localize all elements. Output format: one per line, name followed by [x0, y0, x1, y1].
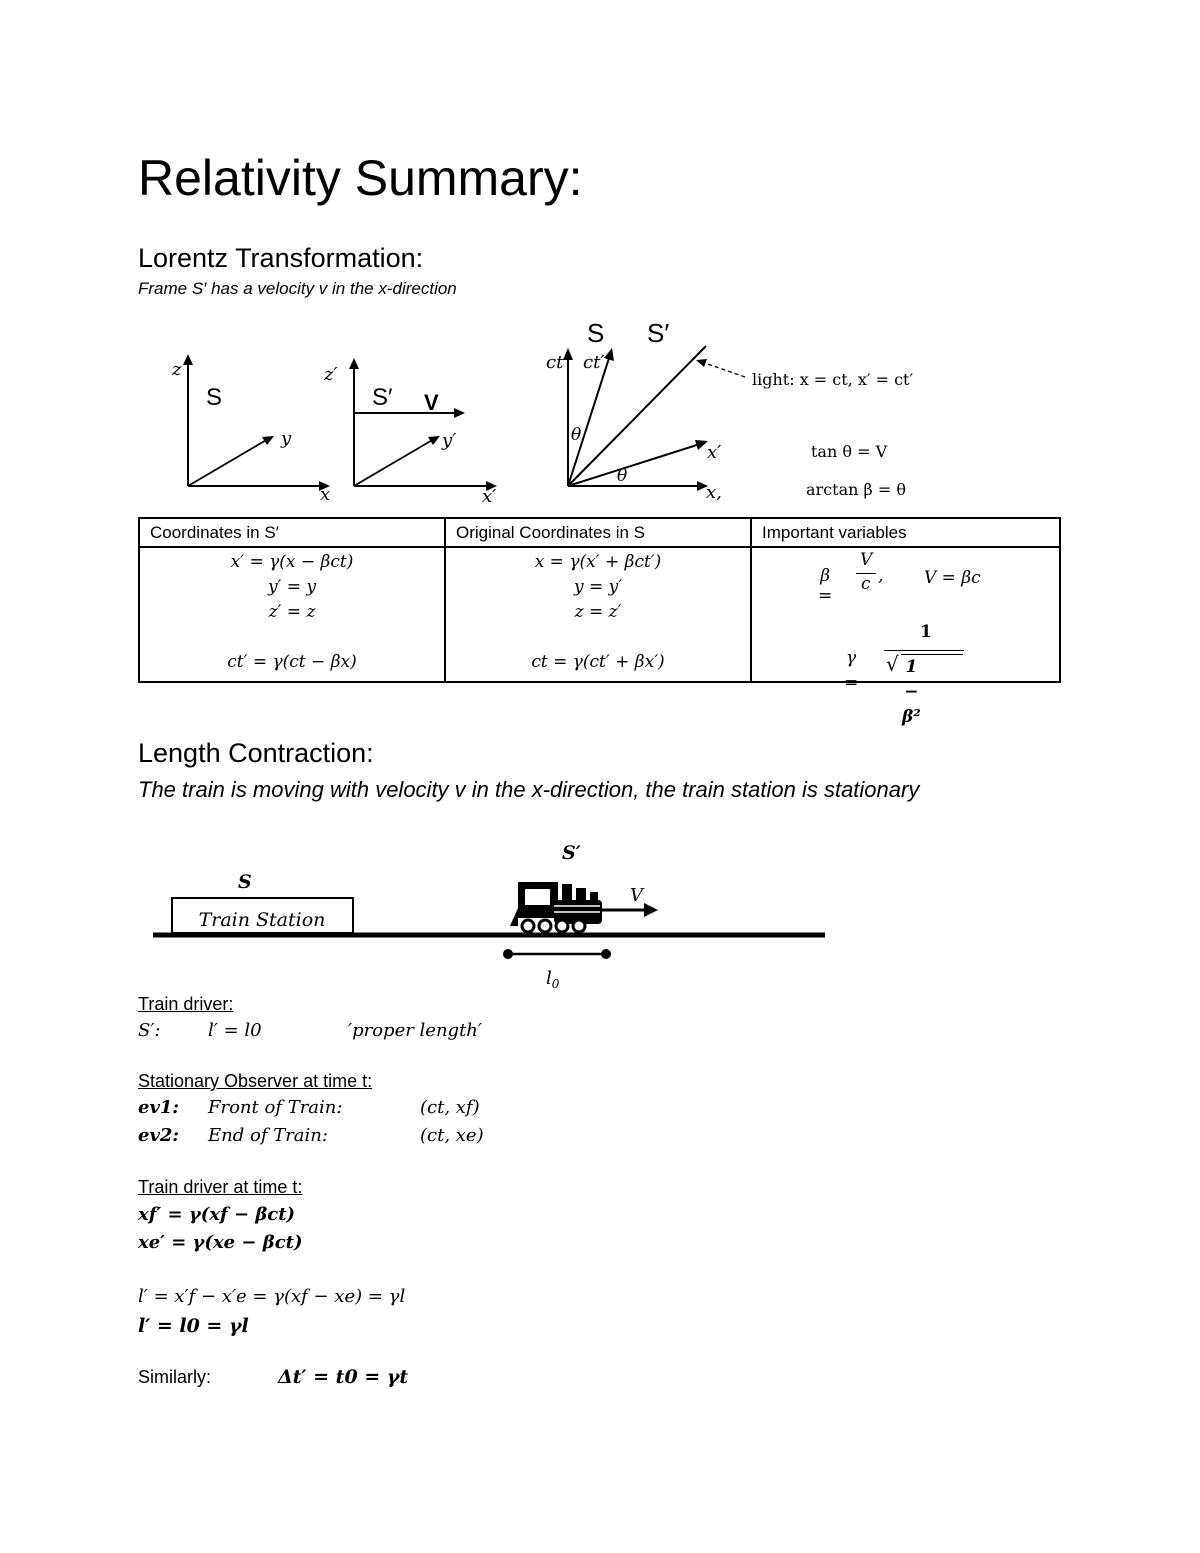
eq-ct: ct = γ(ct′ + βx′) — [531, 652, 665, 672]
gamma-denominator: 1 − β² — [902, 657, 921, 727]
time-dilation-result: Δt′ = t0 = γt — [278, 1366, 409, 1388]
frame-s-label-3: S — [238, 871, 252, 893]
s-coordinates-cell — [445, 547, 751, 682]
axis-x-label: x — [320, 484, 331, 505]
table-header-sprime: Coordinates in S′ — [139, 518, 445, 547]
axis-xprime-label-2: x′ — [707, 442, 722, 463]
velocity-label: V — [424, 390, 439, 415]
gamma-lhs: γ = — [844, 648, 859, 693]
driver-length-eq: l′ = l0 — [208, 1020, 262, 1041]
length-subtitle: The train is moving with velocity v in the x-direction, the train station is stationary — [138, 777, 920, 802]
eq-y: y = y′ — [573, 577, 623, 597]
eq-xprime: x′ = γ(x − βct) — [230, 552, 354, 572]
axis-zprime-label: z′ — [324, 364, 338, 385]
axis-yprime-label: y′ — [442, 430, 457, 451]
proper-length-note: ′proper length′ — [348, 1020, 482, 1041]
eq-yprime: y′ = y — [267, 577, 317, 597]
event1-coord: (ct, xf) — [420, 1097, 480, 1118]
theta-lower-label: θ — [617, 466, 628, 486]
length-derivation-eq: l′ = x′f − x′e = γ(xf − xe) = γl — [138, 1286, 406, 1307]
axis-ctprime-label: ct′ — [583, 352, 605, 373]
event1-label: ev1: — [138, 1097, 180, 1118]
lorentz-subtitle: Frame S′ has a velocity v in the x-direction — [138, 279, 457, 298]
frame-s-label-2: S — [587, 318, 605, 348]
table-header-s: Original Coordinates in S — [445, 518, 751, 547]
length-contraction-result: l′ = l0 = γl — [138, 1315, 249, 1337]
beta-numerator: V — [860, 550, 873, 570]
driver-time-heading: Train driver at time t: — [138, 1177, 303, 1197]
length-heading: Length Contraction: — [138, 738, 374, 768]
eq-z: z = z′ — [574, 602, 622, 622]
proper-length-sub: 0 — [551, 977, 560, 991]
train-icon — [510, 882, 602, 932]
event2-coord: (ct, xe) — [420, 1125, 484, 1146]
eq-zprime: z′ = z — [268, 602, 316, 622]
beta-denominator: c — [861, 574, 871, 594]
end-transform-eq: xe′ = γ(xe − βct) — [138, 1232, 303, 1253]
axis-ct-label: ct — [546, 352, 564, 373]
sprime-coordinates-cell — [139, 547, 445, 682]
train-driver-heading: Train driver: — [138, 994, 234, 1014]
minkowski-diagram — [540, 310, 920, 510]
axis-x-label-2: x, — [706, 482, 722, 503]
frame-sprime-label-3: S′ — [562, 842, 581, 864]
driver-frame-label: S′: — [138, 1020, 161, 1041]
train-station-label: Train Station — [198, 909, 326, 931]
similarly-label: Similarly: — [138, 1367, 212, 1387]
tan-relation: tan θ = V — [811, 442, 888, 461]
event2-desc: End of Train: — [208, 1125, 328, 1146]
page-title: Relativity Summary: — [138, 150, 583, 206]
frame-s-axes-diagram — [160, 350, 340, 510]
theta-upper-label: θ — [571, 425, 582, 445]
gamma-numerator: 1 — [920, 622, 932, 642]
event2-label: ev2: — [138, 1125, 180, 1146]
frame-sprime-label: S′ — [372, 384, 393, 411]
light-annotation: light: x = ct, x′ = ct′ — [752, 370, 914, 389]
frame-sprime-label-2: S′ — [647, 318, 670, 348]
front-transform-eq: xf′ = γ(xf − βct) — [138, 1204, 296, 1225]
proper-length-label: $l_0$ — [546, 968, 560, 991]
axis-y-label: y — [281, 428, 292, 449]
lorentz-heading: Lorentz Transformation: — [138, 243, 424, 273]
lorentz-coordinates-table — [138, 517, 1061, 727]
train-velocity-label: V — [630, 885, 643, 906]
table-header-variables: Important variables — [751, 518, 1060, 547]
eq-x: x = γ(x′ + βct′) — [534, 552, 662, 572]
frame-s-label: S — [206, 384, 223, 411]
arctan-relation: arctan β = θ — [806, 480, 906, 499]
velocity-relation: V = βc — [924, 568, 981, 588]
event1-desc: Front of Train: — [208, 1097, 343, 1118]
train-diagram — [150, 838, 840, 993]
observer-heading: Stationary Observer at time t: — [138, 1071, 373, 1091]
axis-xprime-label: x′ — [482, 486, 497, 507]
variables-cell: β = V c , V = βc γ = 1 √ 1 − β² — [751, 547, 1060, 682]
axis-z-label: z — [172, 359, 182, 380]
beta-lhs: β = — [818, 566, 833, 606]
frame-sprime-axes-diagram — [320, 350, 510, 510]
eq-ctprime: ct′ = γ(ct − βx) — [227, 652, 357, 672]
